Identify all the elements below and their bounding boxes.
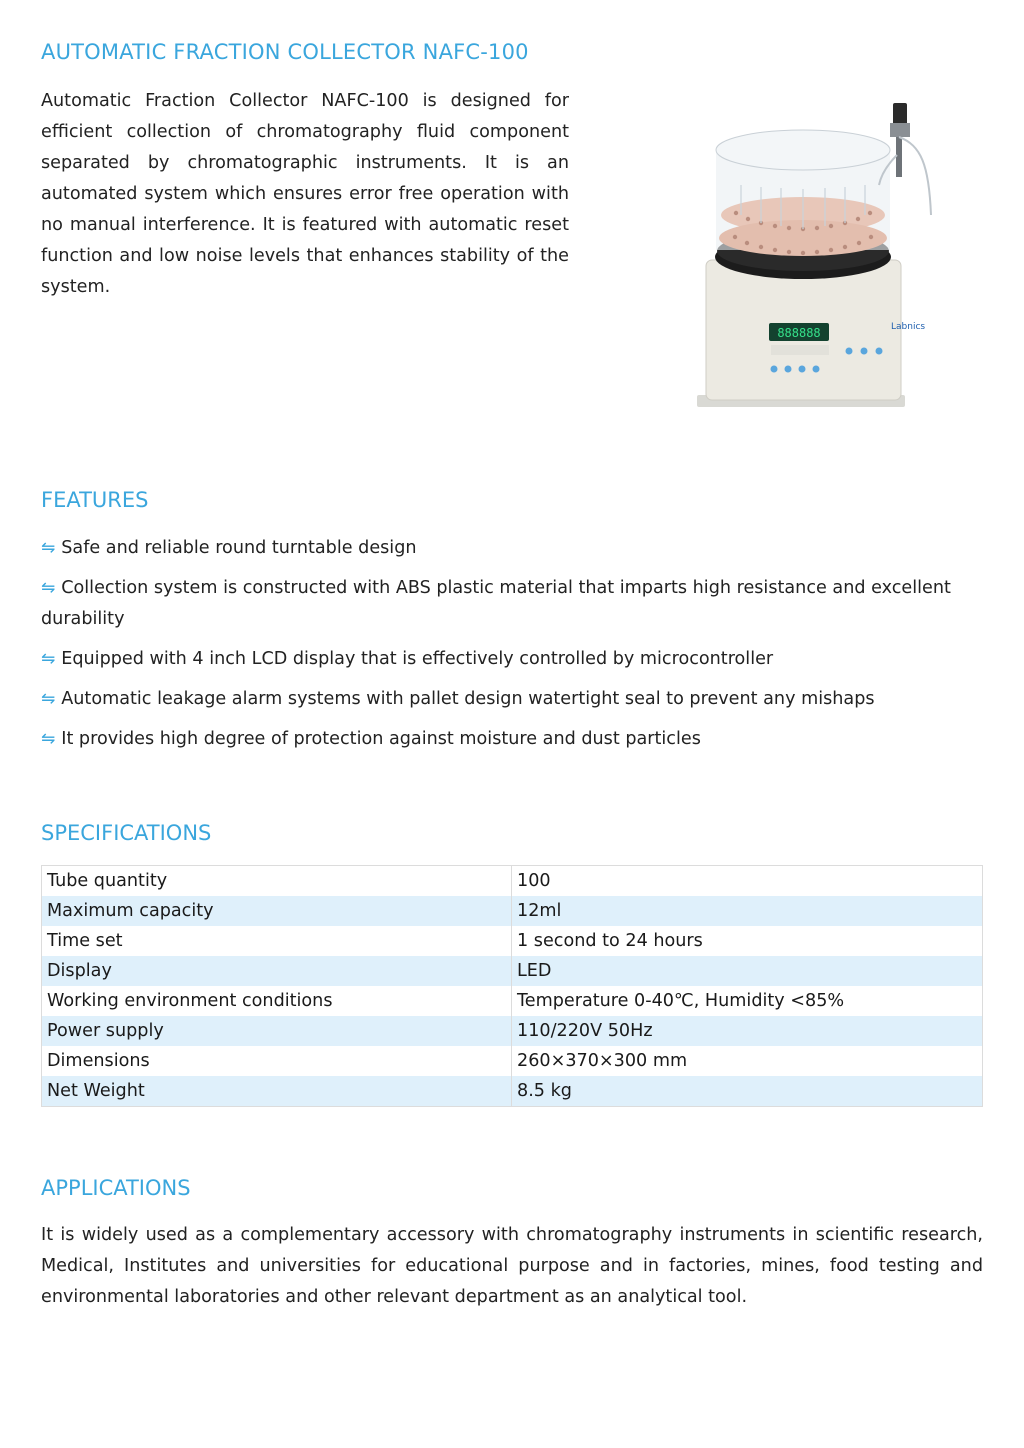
- table-row: [42, 1046, 983, 1076]
- specifications-table: [41, 865, 983, 1107]
- bullet-arrows-icon: ⇋: [41, 649, 56, 669]
- features-list: [41, 533, 983, 764]
- page-title: AUTOMATIC FRACTION COLLECTOR NAFC-100: [41, 40, 529, 64]
- spec-value: 1 second to 24 hours: [512, 926, 983, 956]
- spec-label: Power supply: [42, 1016, 512, 1046]
- bullet-arrows-icon: ⇋: [41, 578, 56, 598]
- list-item: [41, 533, 983, 564]
- specifications-heading: SPECIFICATIONS: [41, 821, 212, 845]
- applications-paragraph: It is widely used as a complementary accessory with chromatography instruments in scientific research, Medical, Institutes and universities for educational purpose and in factories, mines, food testing and environmental laboratories and other relevant department as an analytical tool.: [41, 1225, 983, 1307]
- list-item: [41, 644, 983, 675]
- spec-label: Working environment conditions: [47, 991, 333, 1011]
- feature-text: It provides high degree of protection against moisture and dust particles: [61, 729, 701, 749]
- bullet-arrows-icon: ⇋: [41, 538, 56, 558]
- table-row: [42, 926, 983, 956]
- table-row: [42, 956, 983, 986]
- list-item: [41, 573, 983, 635]
- list-item: [41, 724, 983, 755]
- spec-value: 260×370×300 mm: [512, 1046, 983, 1076]
- spec-value: 12ml: [512, 896, 983, 926]
- product-brand: Labnics: [891, 322, 926, 332]
- feature-text: Safe and reliable round turntable design: [61, 538, 417, 558]
- table-row: [42, 1076, 983, 1107]
- bullet-arrows-icon: ⇋: [41, 689, 56, 709]
- table-row: [42, 866, 983, 897]
- intro-paragraph: Automatic Fraction Collector NAFC-100 is designed for efficient collection of chromatography fluid component separated by chromatographic instruments. It is an automated system which ensures error free operation with no manual interference. It is featured with automatic reset function and low noise levels that enhances stability of the system.: [41, 91, 569, 297]
- table-row: [42, 1016, 983, 1046]
- feature-text: Automatic leakage alarm systems with pallet design watertight seal to prevent any mishaps: [61, 689, 875, 709]
- spec-label: Maximum capacity: [42, 896, 512, 926]
- table-row: [42, 986, 983, 1016]
- product-image: [691, 95, 961, 415]
- spec-label: Dimensions: [47, 1051, 150, 1071]
- product-display-digits: 888888: [777, 326, 821, 340]
- spec-label: Tube quantity: [47, 871, 168, 891]
- spec-value: LED: [512, 956, 983, 986]
- spec-value: 110/220V 50Hz: [512, 1016, 983, 1046]
- spec-label: Display: [42, 956, 512, 986]
- feature-text: Collection system is constructed with ABS plastic material that imparts high resistance and excellent durability: [41, 578, 951, 629]
- features-heading: FEATURES: [41, 488, 149, 512]
- spec-label: Time set: [47, 931, 123, 951]
- table-row: [42, 896, 983, 926]
- spec-label: Net Weight: [42, 1076, 512, 1107]
- feature-text: Equipped with 4 inch LCD display that is effectively controlled by microcontroller: [61, 649, 774, 669]
- spec-value: 8.5 kg: [512, 1076, 983, 1107]
- spec-value: 100: [512, 866, 983, 897]
- spec-value: Temperature 0-40℃, Humidity <85%: [512, 986, 983, 1016]
- applications-heading: APPLICATIONS: [41, 1176, 191, 1200]
- bullet-arrows-icon: ⇋: [41, 729, 56, 749]
- list-item: [41, 684, 983, 715]
